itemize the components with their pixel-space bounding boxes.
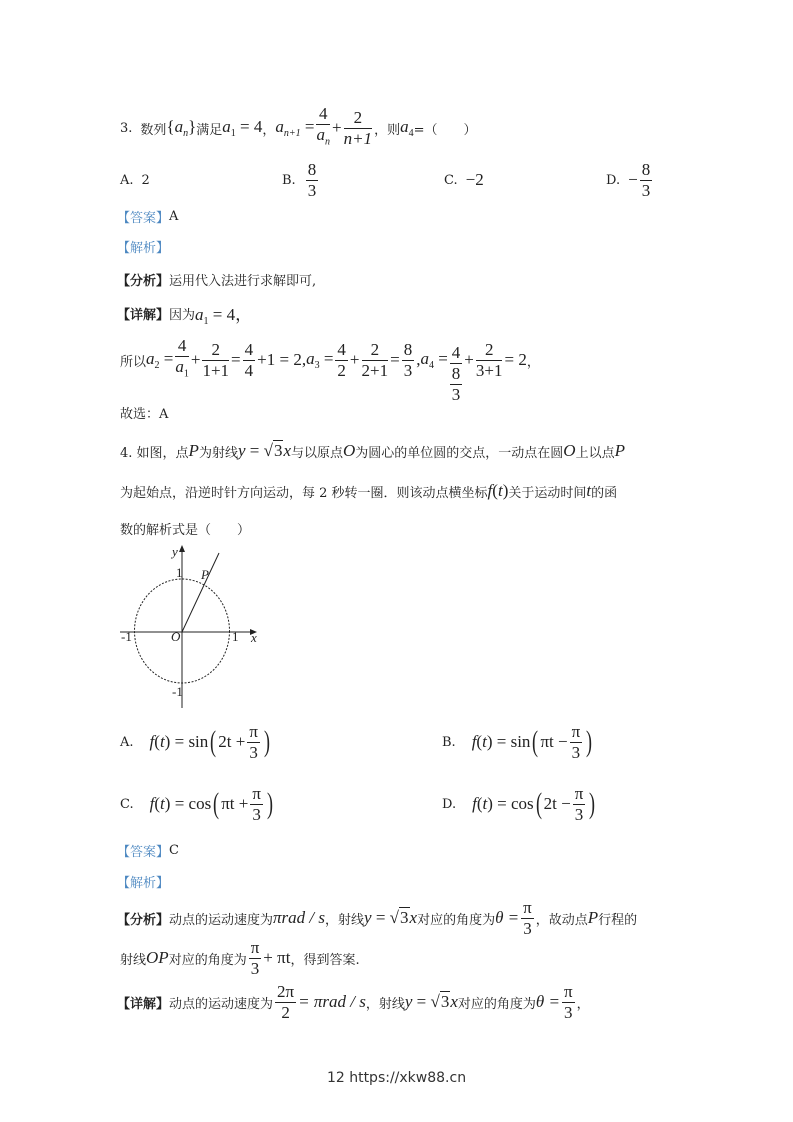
text-fragment: π	[571, 721, 581, 741]
text-fragment: 3	[307, 180, 317, 200]
text-fragment: =	[412, 992, 431, 1011]
option-label: C.	[444, 172, 458, 188]
text-fragment: 【答案】	[117, 844, 170, 860]
point-p-label: P	[201, 567, 209, 582]
text-fragment: 2	[362, 340, 389, 361]
text-fragment: θ =	[495, 908, 520, 927]
text-fragment: =	[497, 794, 507, 813]
sub: 1	[230, 128, 236, 139]
text-fragment: = πrad / s	[298, 992, 366, 1011]
text-fragment: 3	[451, 385, 461, 404]
text-fragment: t	[482, 794, 488, 813]
text-fragment: ，	[526, 354, 540, 370]
text-fragment: f	[149, 732, 155, 751]
text-fragment: f(t) = cos	[472, 794, 534, 813]
q4-xiangjie	[117, 972, 590, 1032]
question-number: 3.	[120, 120, 133, 136]
text-fragment: 4	[408, 128, 414, 139]
text-fragment: t	[586, 481, 592, 500]
option-value: 2	[141, 172, 150, 188]
text-fragment: 3	[249, 742, 258, 762]
text-fragment: t	[497, 481, 503, 500]
option-label: B.	[282, 172, 296, 188]
text-fragment	[250, 784, 263, 825]
text-fragment: C	[169, 842, 179, 858]
text-fragment: = 2	[504, 350, 527, 369]
fenxi-text: 运用代入法进行求解即可,	[169, 273, 317, 289]
text-fragment: 2	[154, 360, 160, 371]
text-fragment	[121, 544, 257, 699]
text-fragment: 4. 如图，点	[120, 445, 189, 461]
var: a	[222, 117, 231, 136]
text-fragment: f(t) = cos	[149, 794, 212, 813]
option-label: A.	[120, 172, 134, 188]
option-label: D.	[606, 172, 621, 188]
text-fragment: y	[237, 441, 246, 460]
tick-1-right: 1	[232, 629, 239, 644]
q4-option-d	[442, 774, 597, 834]
text-fragment	[570, 722, 583, 763]
text-fragment: π	[574, 783, 584, 803]
text-fragment: =	[496, 732, 507, 751]
text-fragment: x	[450, 992, 458, 1011]
text-fragment: a	[306, 349, 315, 368]
text-fragment: O	[563, 441, 576, 460]
text-fragment: B.	[442, 734, 456, 750]
text-fragment: 2t −	[543, 794, 571, 813]
text-fragment: x	[283, 441, 291, 460]
text-fragment: = 4，	[212, 304, 253, 324]
plus: +	[331, 118, 342, 137]
fenxi-tag: 【分析】	[117, 273, 170, 289]
sequence: $\{a_n\}$	[166, 117, 197, 139]
text-fragment: 8	[403, 339, 413, 359]
text-fragment: x	[409, 908, 418, 927]
text-fragment: y	[364, 908, 372, 927]
option-value: −2	[465, 170, 484, 189]
text-fragment: 3	[574, 804, 584, 824]
answer-value: A	[169, 208, 179, 224]
text-fragment: 为圆心的单位圆的交点，一动点在圆	[355, 445, 564, 461]
text-fragment: 数的解析式是（ ）	[120, 522, 251, 538]
text-fragment: 【详解】	[117, 996, 170, 1012]
text: 满足	[196, 122, 223, 138]
text-fragment: 射线	[120, 952, 147, 968]
text-fragment: 动点的运动速度为	[169, 996, 274, 1012]
text-fragment: 为射线	[198, 445, 238, 461]
text-fragment: 4	[451, 343, 461, 362]
text-fragment: C.	[120, 796, 134, 812]
text-fragment: 4	[337, 339, 346, 359]
text-fragment: a	[400, 117, 409, 136]
text-fragment: f	[472, 794, 477, 813]
text-fragment: 【解析】	[117, 875, 170, 891]
xiangjie-tag: 【详解】	[117, 307, 170, 323]
text-fragment: π	[523, 897, 532, 917]
text-fragment: =	[245, 441, 264, 460]
text-fragment: πt −	[540, 732, 568, 751]
text-fragment: 3	[314, 360, 320, 371]
text-fragment: 3	[523, 918, 532, 938]
text-fragment: π	[563, 981, 573, 1001]
text-fragment: =	[163, 349, 174, 368]
text-fragment: a	[175, 356, 184, 376]
sign: −	[628, 170, 638, 189]
text-fragment: (	[535, 787, 542, 820]
text-fragment: (	[210, 725, 217, 758]
text-fragment: (	[213, 787, 220, 820]
text-fragment: 8	[641, 159, 651, 179]
text-fragment: D.	[442, 796, 457, 812]
text-fragment: 4	[175, 336, 189, 357]
num: 4	[316, 104, 330, 125]
text-fragment: A.	[120, 734, 134, 750]
x-label: x	[251, 630, 257, 645]
text-fragment: ，	[576, 996, 590, 1012]
text-fragment: 行程的	[598, 912, 638, 928]
text-fragment: 关于运动时间	[508, 485, 587, 501]
text-fragment: +1 = 2,	[257, 350, 307, 369]
var: a	[275, 117, 284, 136]
text-fragment: cos	[188, 794, 212, 813]
text-fragment: t	[160, 794, 165, 813]
text-fragment: y = √3x	[364, 908, 418, 927]
text: 数列	[140, 122, 167, 138]
q4-option-b	[442, 712, 594, 772]
text-fragment: y	[404, 992, 413, 1011]
text-fragment: 4	[244, 360, 254, 380]
text-fragment	[247, 722, 260, 763]
var: a	[174, 117, 184, 136]
text-fragment: t	[159, 732, 165, 751]
den: n+1	[343, 128, 373, 148]
text-fragment: f	[471, 732, 477, 751]
text-fragment: y = √3x	[404, 992, 458, 1011]
text-fragment: 2t +	[218, 732, 246, 751]
text-fragment: +	[464, 350, 474, 369]
text-fragment: 3	[571, 742, 581, 762]
text-fragment: 3	[564, 1002, 573, 1022]
text-fragment: θ =	[535, 992, 560, 1011]
text-fragment: 3	[400, 908, 409, 927]
analysis-tag: 【解析】	[117, 240, 170, 256]
text-fragment: 对应的角度为	[168, 952, 247, 968]
text-fragment: f	[149, 794, 155, 813]
origin-label: O	[171, 629, 181, 644]
text-fragment: 对应的角度为	[417, 912, 496, 928]
text-fragment: y = √3x	[237, 441, 291, 460]
text-fragment: 2	[281, 1002, 290, 1022]
text-fragment: 3	[440, 992, 450, 1011]
text-fragment: 2	[337, 360, 346, 380]
text-fragment: +	[190, 350, 201, 369]
text-fragment: + πt	[263, 948, 291, 967]
text-fragment: 为起始点，沿逆时针方向运动，每 2 秒转一圈．则该动点横坐标	[120, 485, 488, 501]
ray-op	[182, 553, 219, 632]
text-fragment: sin	[188, 732, 209, 751]
text-fragment: cos	[511, 794, 534, 813]
tick-1-top: 1	[176, 565, 183, 580]
text-fragment: =	[174, 732, 185, 751]
text-fragment: 与以原点	[290, 445, 343, 461]
text-fragment: P	[188, 441, 199, 460]
text-fragment: 2	[202, 340, 229, 361]
text: 故选：A	[120, 406, 169, 422]
text-fragment: 2	[476, 340, 503, 361]
text-fragment: π	[249, 721, 258, 741]
text-fragment: +	[349, 350, 360, 369]
text-fragment: ，射线	[325, 912, 365, 928]
num: 2	[344, 108, 372, 129]
value: = 4	[240, 117, 263, 136]
text-fragment: =	[174, 794, 185, 813]
text-fragment: 3	[641, 180, 651, 200]
text-fragment: 2π	[277, 981, 295, 1001]
text-fragment: f	[487, 481, 493, 500]
text-fragment: π	[252, 783, 261, 803]
answer-tag: 【答案】	[117, 210, 170, 226]
text-fragment: n	[324, 136, 330, 148]
text-fragment: O	[343, 441, 356, 460]
text-fragment: 1+1	[202, 360, 230, 380]
text-fragment: f(t) = sin	[471, 732, 531, 751]
text-fragment: 8	[307, 159, 317, 179]
text-fragment: (	[532, 725, 539, 758]
text-fragment: a	[420, 349, 429, 368]
text-fragment: )	[589, 787, 596, 820]
text-fragment: 4	[244, 339, 254, 359]
sub: n	[183, 128, 189, 139]
sub: n+1	[283, 128, 301, 139]
text-fragment: a	[146, 349, 155, 368]
text: ，则	[374, 122, 401, 138]
text-fragment: 2+1	[361, 360, 389, 380]
text-fragment: πrad / s	[273, 908, 326, 927]
sep: ，	[262, 122, 276, 138]
text-fragment: a	[316, 124, 325, 144]
text-fragment: =	[371, 908, 390, 927]
text-fragment: 8	[451, 364, 461, 383]
text-fragment: f(t) = sin	[149, 732, 209, 751]
text-fragment: ，故动点	[535, 912, 588, 928]
answer-blank: =（ ）	[413, 122, 477, 138]
text-fragment: π	[250, 937, 260, 957]
text-fragment: P	[614, 441, 625, 460]
text: 因为	[169, 307, 196, 323]
y-label: y	[172, 544, 178, 559]
text-fragment: 对应的角度为	[457, 996, 536, 1012]
text-fragment: 3	[273, 441, 283, 460]
text-fragment: =	[323, 349, 334, 368]
text-fragment: ，得到答案.	[290, 952, 360, 968]
tick-neg1-bottom: -1	[172, 684, 183, 699]
text-fragment: 上以点	[575, 445, 615, 461]
page-footer: 12 https://xkw88.cn	[326, 1070, 467, 1086]
tick-neg1-left: -1	[121, 629, 132, 644]
text-fragment: =	[390, 350, 400, 369]
text-fragment: 3	[403, 360, 413, 380]
eq: =	[304, 117, 315, 136]
text-fragment: )	[263, 725, 270, 758]
text-fragment	[573, 784, 586, 825]
text: 所以	[120, 354, 147, 370]
text-fragment	[562, 982, 575, 1023]
text-fragment: 动点的运动速度为	[169, 912, 274, 928]
q4-option-a	[120, 712, 272, 772]
text-fragment: =	[231, 350, 241, 369]
text-fragment: OP	[146, 948, 169, 967]
text-fragment: 1	[203, 315, 209, 327]
text-fragment: 【分析】	[117, 912, 170, 928]
text-fragment	[275, 982, 296, 1023]
text-fragment	[521, 898, 534, 939]
text-fragment: 3	[252, 804, 261, 824]
text-fragment: 4	[428, 360, 434, 371]
text-fragment: )	[586, 725, 593, 758]
text-fragment: 1	[183, 368, 189, 380]
text-fragment: ,	[416, 350, 421, 369]
text-fragment: P	[587, 908, 599, 927]
text-fragment: =	[438, 349, 448, 368]
text-fragment: )	[266, 787, 273, 820]
text-fragment: 3+1	[475, 360, 503, 380]
text-fragment: 的函	[591, 485, 618, 501]
text-fragment: ，射线	[365, 996, 405, 1012]
text-fragment: πt +	[221, 794, 249, 813]
text-fragment: 3	[250, 958, 260, 978]
text-fragment: f(t)	[487, 481, 509, 500]
text-fragment: t	[482, 732, 487, 751]
text-fragment: sin	[510, 732, 531, 751]
text-fragment: a	[195, 304, 204, 324]
